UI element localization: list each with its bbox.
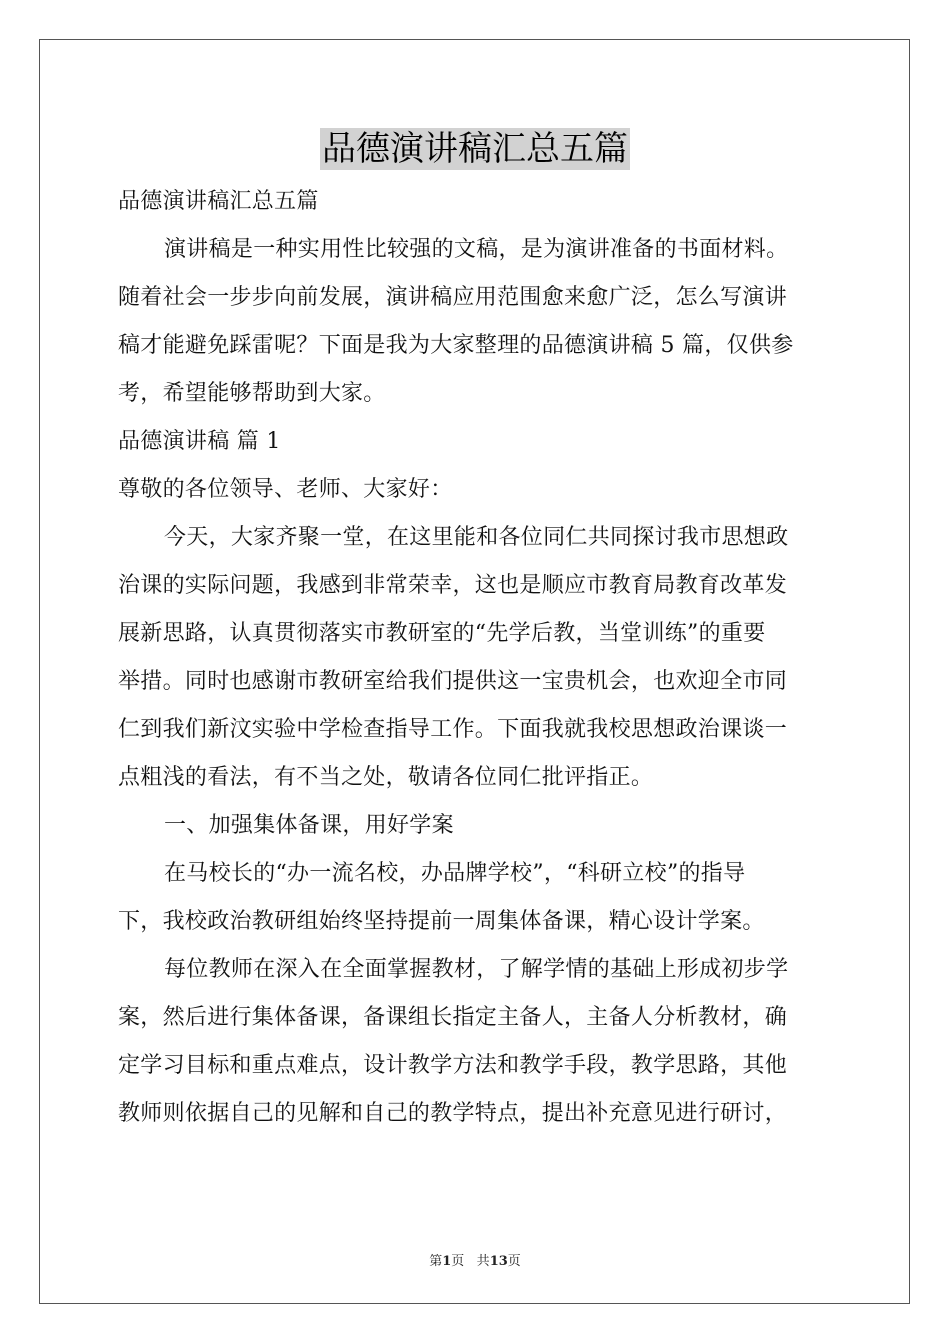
total-suffix: 页 [507,1254,521,1269]
page-suffix: 页 [451,1254,465,1269]
text-line: 下，我校政治教研组始终坚持提前一周集体备课，精心设计学案。 [118,909,765,934]
text-line: 每位教师在深入在全面掌握教材，了解学情的基础上形成初步学 [164,957,789,982]
text-line: 品德演讲稿汇总五篇 [118,189,319,214]
text-line: 品德演讲稿 篇 1 [118,429,281,454]
title-wrap [0,128,950,170]
document-title: 品德演讲稿汇总五篇 [322,129,628,169]
text-line: 考，希望能够帮助到大家。 [118,381,386,406]
text-line: 一、加强集体备课，用好学案 [164,813,454,838]
text-line: 随着社会一步步向前发展，演讲稿应用范围愈来愈广泛，怎么写演讲 [118,285,788,310]
text-line: 仁到我们新汶实验中学检查指导工作。下面我就我校思想政治课谈一 [118,717,788,742]
text-line: 举措。同时也感谢市教研室给我们提供这一宝贵机会，也欢迎全市同 [118,669,788,694]
text-line: 展新思路，认真贯彻落实市教研室的“先学后教，当堂训练”的重要 [118,621,766,646]
text-line: 案，然后进行集体备课，备课组长指定主备人，主备人分析教材，确 [118,1005,788,1030]
text-line: 稿才能避免踩雷呢？下面是我为大家整理的品德演讲稿 5 篇，仅供参 [118,333,794,358]
total-prefix: 共 [476,1254,490,1269]
page-footer [0,1250,950,1269]
total-pages: 13 [489,1254,508,1269]
page-prefix: 第 [429,1254,443,1269]
text-line: 治课的实际问题，我感到非常荣幸，这也是顺应市教育局教育改革发 [118,573,788,598]
text-line: 尊敬的各位领导、老师、大家好： [118,477,453,502]
text-line: 演讲稿是一种实用性比较强的文稿，是为演讲准备的书面材料。 [164,237,789,262]
page-number: 1 [442,1254,452,1269]
text-line: 在马校长的“办一流名校，办品牌学校”，“科研立校”的指导 [164,861,746,886]
text-line: 教师则依据自己的见解和自己的教学特点，提出补充意见进行研讨， [118,1101,788,1126]
text-line: 定学习目标和重点难点，设计教学方法和教学手段，教学思路，其他 [118,1053,788,1078]
text-line: 点粗浅的看法，有不当之处，敬请各位同仁批评指正。 [118,765,654,790]
document-body [118,178,834,1138]
text-line: 今天，大家齐聚一堂，在这里能和各位同仁共同探讨我市思想政 [164,525,789,550]
